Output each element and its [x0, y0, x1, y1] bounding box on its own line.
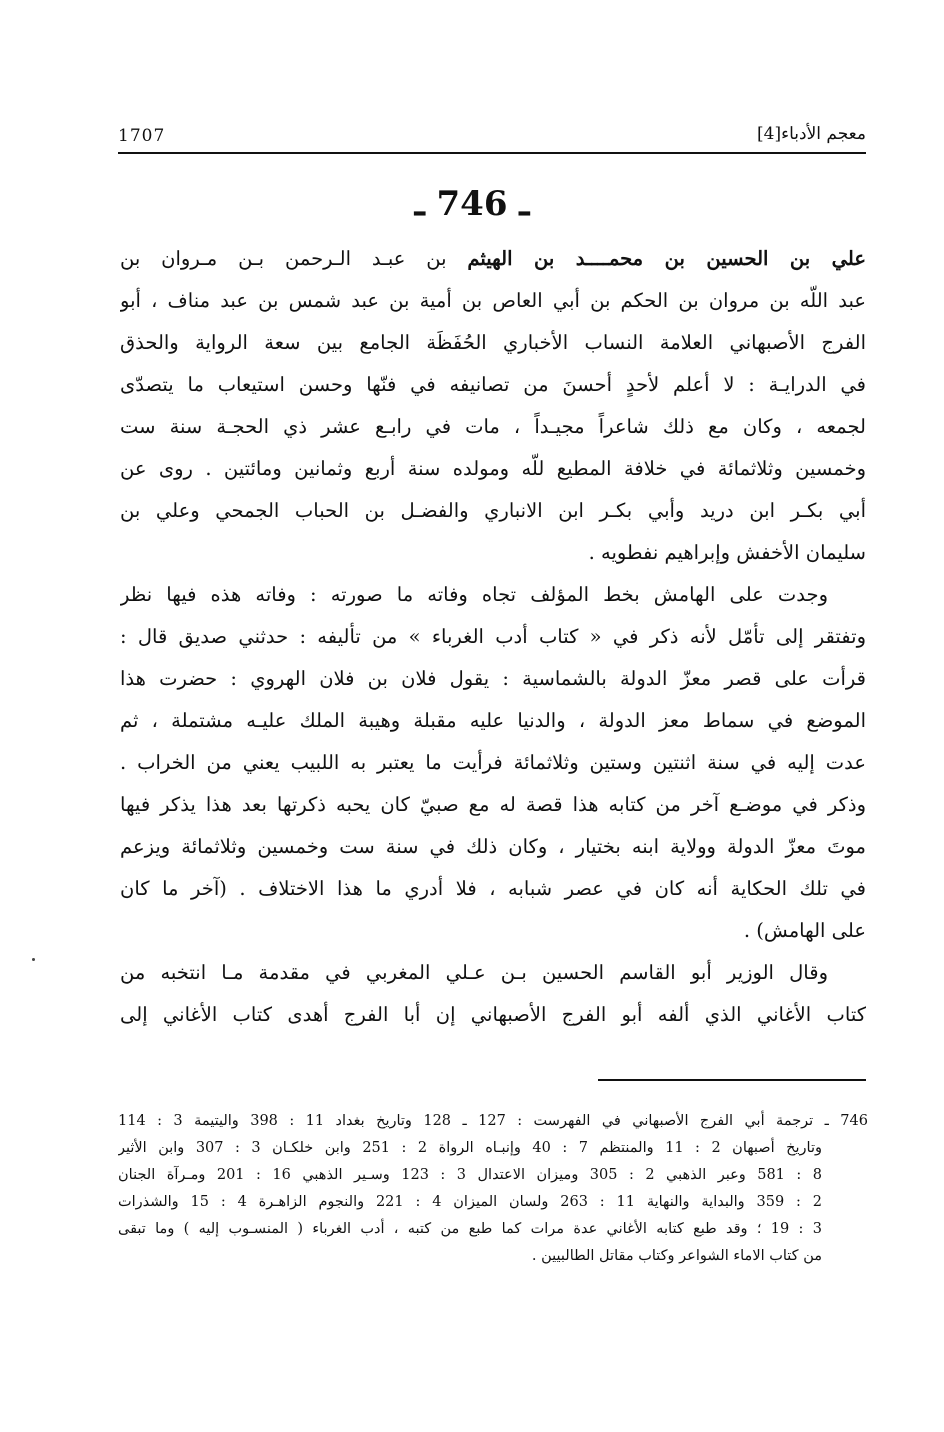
body-line: لجمعه ، وكان مع ذلك شاعراً مجيـداً ، مات في رابـع عشر ذي الحجـة سنة ست: [120, 415, 866, 438]
entry-number: ـ 746 ـ: [414, 184, 530, 224]
footnote-line: وتاريخ أصبهان 2 : 11 والمنتظم 7 : 40 وإنبـاه الرواة 2 : 251 وابن خلكـان 3 : 307 وابن الأثير: [118, 1140, 823, 1156]
body-line: في الدرايـة : لا أعلم لأحدٍ أحسنَ من تصانيفه في فنّها وحسن استيعاب ما يتصدّى: [120, 373, 866, 396]
body-line: عدت إليه في سنة اثنتين وستين وثلاثمائة فرأيت ما يعتبر به اللبيب يعني من الخراب .: [120, 751, 866, 774]
body-line: الموضع في سماط معز الدولة ، والدنيا عليه مقبلة وهيبة الملك عليـه مشتملة ، ثم: [120, 709, 866, 732]
book-title: معجم الأدباء[4]: [757, 124, 866, 144]
body-line: موتَ معزّ الدولة وولاية ابنه بختيار ، وكان ذلك في سنة ست وخمسين وثلاثمائة ويزعم: [120, 835, 866, 858]
body-line: وجدت على الهامش بخط المؤلف تجاه وفاته ما صورته : وفاته هذه فيها نظر: [120, 583, 828, 606]
body-line: وذكر في موضـع آخر من كتابه هذا قصة له مع صبيّ كان يحبه ذكرتها بعد هذا يذكر فيها: [120, 793, 866, 816]
page-number: 1707: [118, 126, 166, 146]
footnote-separator: [598, 1079, 866, 1081]
body-line: الفرج الأصبهاني العلامة النساب الأخباري الحُفَظَة الجامع بين سعة الرواية والحذق: [120, 331, 866, 354]
body-line: في تلك الحكاية أنه كان في عصر شبابه ، فلا أدري ما هذا الاختلاف . (آخر ما كان: [120, 877, 866, 900]
body-line: عبد اللّه بن مروان بن الحكم بن أبي العاص بن أمية بن عبد شمس بن عبد مناف ، أبو: [120, 289, 866, 312]
footnote-line: من كتاب الاماء الشواعر وكتاب مقاتل الطالبيين .: [531, 1248, 822, 1264]
page-header: [118, 118, 866, 154]
footnote-line: 746 ـ ترجمة أبي الفرج الأصبهاني في الفهرست : 127 ـ 128 وتاريخ بغداد 11 : 398 واليتيمة 3 : 114: [118, 1113, 868, 1129]
footnotes: [118, 1108, 868, 1270]
body-line: وتفتقر إلى تأمّل لأنه ذكر في « كتاب أدب الغرباء » من تأليفه : حدثني صديق قال :: [120, 625, 866, 648]
footnote-line: 2 : 359 والبداية والنهاية 11 : 263 ولسان الميزان 4 : 221 والنجوم الزاهـرة 4 : 15 والشذرات: [118, 1194, 823, 1210]
body-line: على الهامش) .: [743, 919, 866, 942]
body-line: أبي بكـر ابن دريد وأبي بكـر ابن الانباري والفضـل بن الحباب الجمحي وعلي بن: [120, 499, 866, 522]
body-line: قرأت على قصر معزّ الدولة بالشماسية : يقول فلان بن فلان الهروي : حضرت هذا: [120, 667, 866, 690]
entry-body: [120, 238, 866, 1036]
body-line: وخمسين وثلاثمائة في خلافة المطيع للّه ومولده سنة أربع وثمانين ومائتين . روى عن: [120, 457, 866, 480]
body-line: كتاب الأغاني الذي ألفه أبو الفرج الأصبهاني إن أبا الفرج أهدى كتاب الأغاني إلى: [120, 1003, 866, 1026]
scan-speck: [32, 958, 35, 961]
entry-name: علي بن الحسين بن محمــــد بن الهيثم: [467, 247, 866, 270]
footnote-line: 3 : 19 ؛ وقد طبع كتابه الأغاني عدة مرات كما طبع من كتبه ، أدب الغرباء ( المنسـوب إليه ) وما تبقى: [118, 1221, 822, 1237]
body-line: [120, 238, 866, 280]
entry-lineage: بن عبـد الـرحمن بـن مـروان بن: [120, 247, 468, 270]
body-line: وقال الوزير أبو القاسم الحسين بـن عـلي المغربي في مقدمة مـا انتخبه من: [120, 961, 828, 984]
footnote-line: 8 : 581 وعبر الذهبي 2 : 305 وميزان الاعتدال 3 : 123 وسـير الذهبي 16 : 201 ومـرآة الجنان: [118, 1167, 822, 1183]
body-line: سليمان الأخفش وإبراهيم نفطويه .: [588, 541, 866, 564]
